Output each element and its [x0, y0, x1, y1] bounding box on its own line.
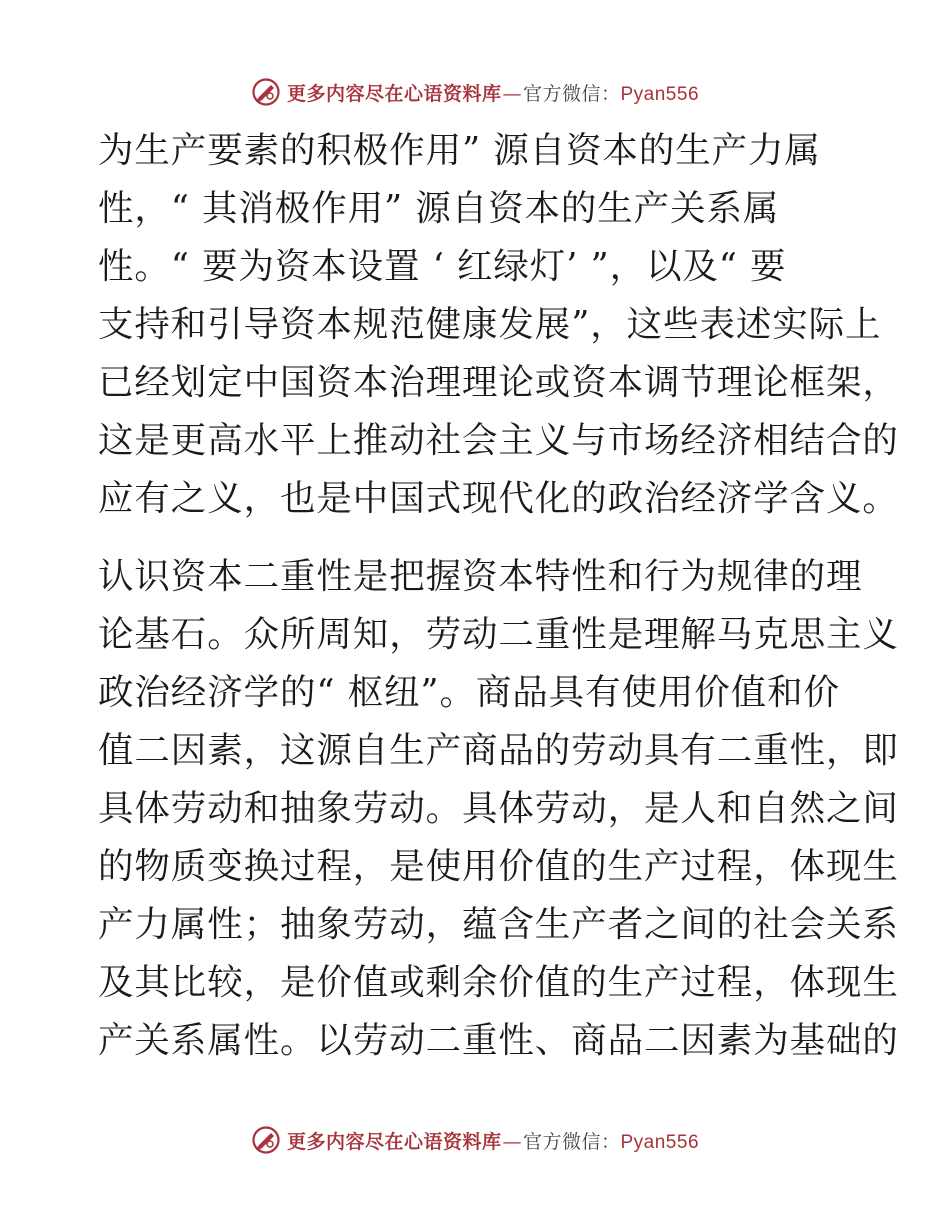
header-watermark-banner [0, 72, 950, 112]
text-line: 论基石。众所周知，劳动二重性是理解马克思主义 [98, 614, 899, 655]
header-banner-sub-text: 官方微信： [522, 82, 621, 105]
header-banner-main-text: 更多内容尽在心语资料库 [286, 82, 502, 105]
text-line: 性。“ 要为资本设置 ‘ 红绿灯’ ”，以及“ 要 [98, 246, 787, 287]
header-banner-wechat-id: Pyan556 [620, 83, 700, 105]
text-line: 性，“ 其消极作用” 源自资本的生产关系属 [98, 188, 780, 229]
text-line: 值二因素，这源自生产商品的劳动具有二重性，即 [98, 730, 899, 771]
text-line: 应有之义，也是中国式现代化的政治经济学含义。 [98, 478, 899, 519]
text-line: 具体劳动和抽象劳动。具体劳动，是人和自然之间 [98, 788, 899, 829]
text-line: 认识资本二重性是把握资本特性和行为规律的理 [98, 556, 863, 597]
text-line: 这是更高水平上推动社会主义与市场经济相结合的 [98, 420, 899, 461]
footer-banner-sub-text: 官方微信： [522, 1130, 621, 1153]
footer-watermark-text [287, 1127, 699, 1154]
text-line: 及其比较，是价值或剩余价值的生产过程，体现生 [98, 962, 899, 1003]
footer-watermark-banner [0, 1120, 950, 1160]
paragraph-2 [98, 548, 899, 1070]
text-line: 支持和引导资本规范健康发展”，这些表述实际上 [98, 304, 882, 345]
text-line: 已经划定中国资本治理理论或资本调节理论框架， [98, 362, 899, 403]
document-body [98, 122, 899, 1070]
text-line: 的物质变换过程，是使用价值的生产过程，体现生 [98, 846, 899, 887]
text-line: 为生产要素的积极作用” 源自资本的生产力属 [98, 130, 821, 171]
brand-logo-icon [251, 1125, 281, 1155]
footer-banner-wechat-id: Pyan556 [620, 1131, 700, 1153]
text-line: 产力属性；抽象劳动，蕴含生产者之间的社会关系 [98, 904, 899, 945]
footer-banner-main-text: 更多内容尽在心语资料库 [286, 1130, 502, 1153]
text-line: 政治经济学的“ 枢纽”。商品具有使用价值和价 [98, 672, 840, 713]
brand-logo-icon [251, 77, 281, 107]
paragraph-1 [98, 122, 899, 528]
header-banner-dash: — [502, 82, 522, 105]
text-line: 产关系属性。以劳动二重性、商品二因素为基础的 [98, 1020, 899, 1061]
header-watermark-text [287, 79, 699, 106]
footer-banner-dash: — [502, 1130, 522, 1153]
